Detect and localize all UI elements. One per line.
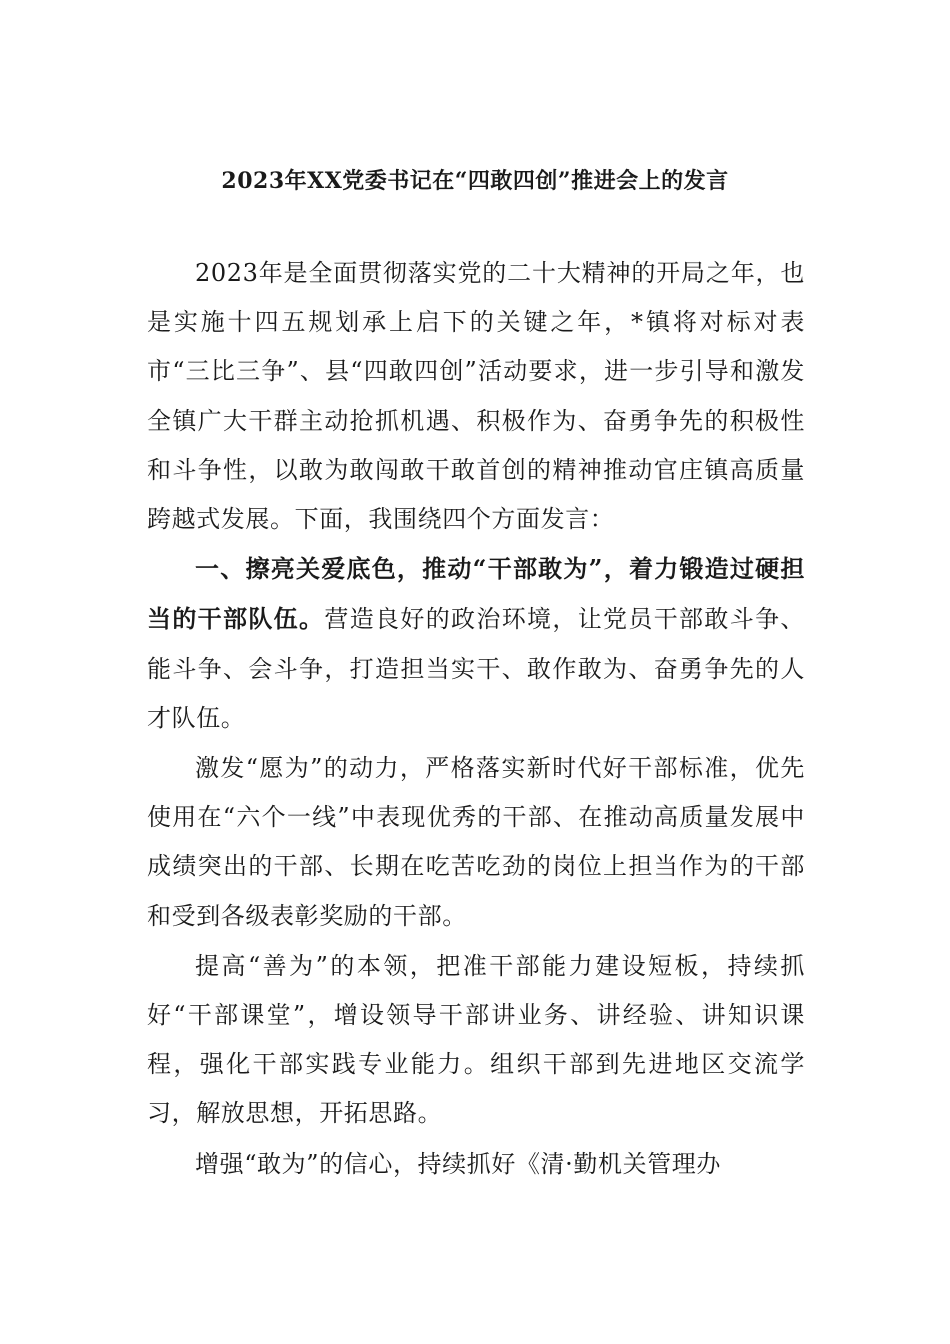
paragraph-heading: 一、擦亮关爱底色，推动“干部敢为”，着力锻造过硬担当的干部队伍。 — [147, 554, 805, 634]
paragraph-intro — [147, 248, 805, 544]
paragraph-ganwei — [147, 1139, 805, 1189]
paragraph-yuanwei — [147, 743, 805, 941]
paragraph-text: 提高“善为”的本领，把准干部能力建设短板，持续抓好“干部课堂”，增设领导干部讲业务、讲经验、讲知识课程，强化干部实践专业能力。组织干部到先进地区交流学习，解放思想，开拓思路。 — [147, 951, 805, 1128]
paragraph-text: 激发“愿为”的动力，严格落实新时代好干部标准，优先使用在“六个一线”中表现优秀的干部、在推动高质量发展中成绩突出的干部、长期在吃苦吃劲的岗位上担当作为的干部和受到各级表彰奖励的干部。 — [147, 754, 805, 930]
paragraph-text: 增强“敢为”的信心，持续抓好《清·勤机关管理办 — [195, 1149, 721, 1178]
paragraph-text: 营造良好的政治环境，让党员干部敢斗争、能斗争、会斗争，打造担当实干、敢作敢为、奋勇争先的人才队伍。 — [147, 605, 805, 732]
document-title: 2023年XX党委书记在“四敢四创”推进会上的发言 — [221, 168, 729, 194]
document-body — [147, 248, 805, 1189]
paragraph-text: 2023年是全面贯彻落实党的二十大精神的开局之年，也是实施十四五规划承上启下的关键之年，*镇将对标对表市“三比三争”、县“四敢四创”活动要求，进一步引导和激发全镇广大干群主动抢抓机遇、积极作为、奋勇争先的积极性和斗争性，以敢为敢闯敢干敢首创的精神推动官庄镇高质量跨越式发展。下面，我围绕四个方面发言： — [147, 259, 805, 534]
paragraph-shanwei — [147, 941, 805, 1139]
paragraph-section-one — [147, 544, 805, 743]
